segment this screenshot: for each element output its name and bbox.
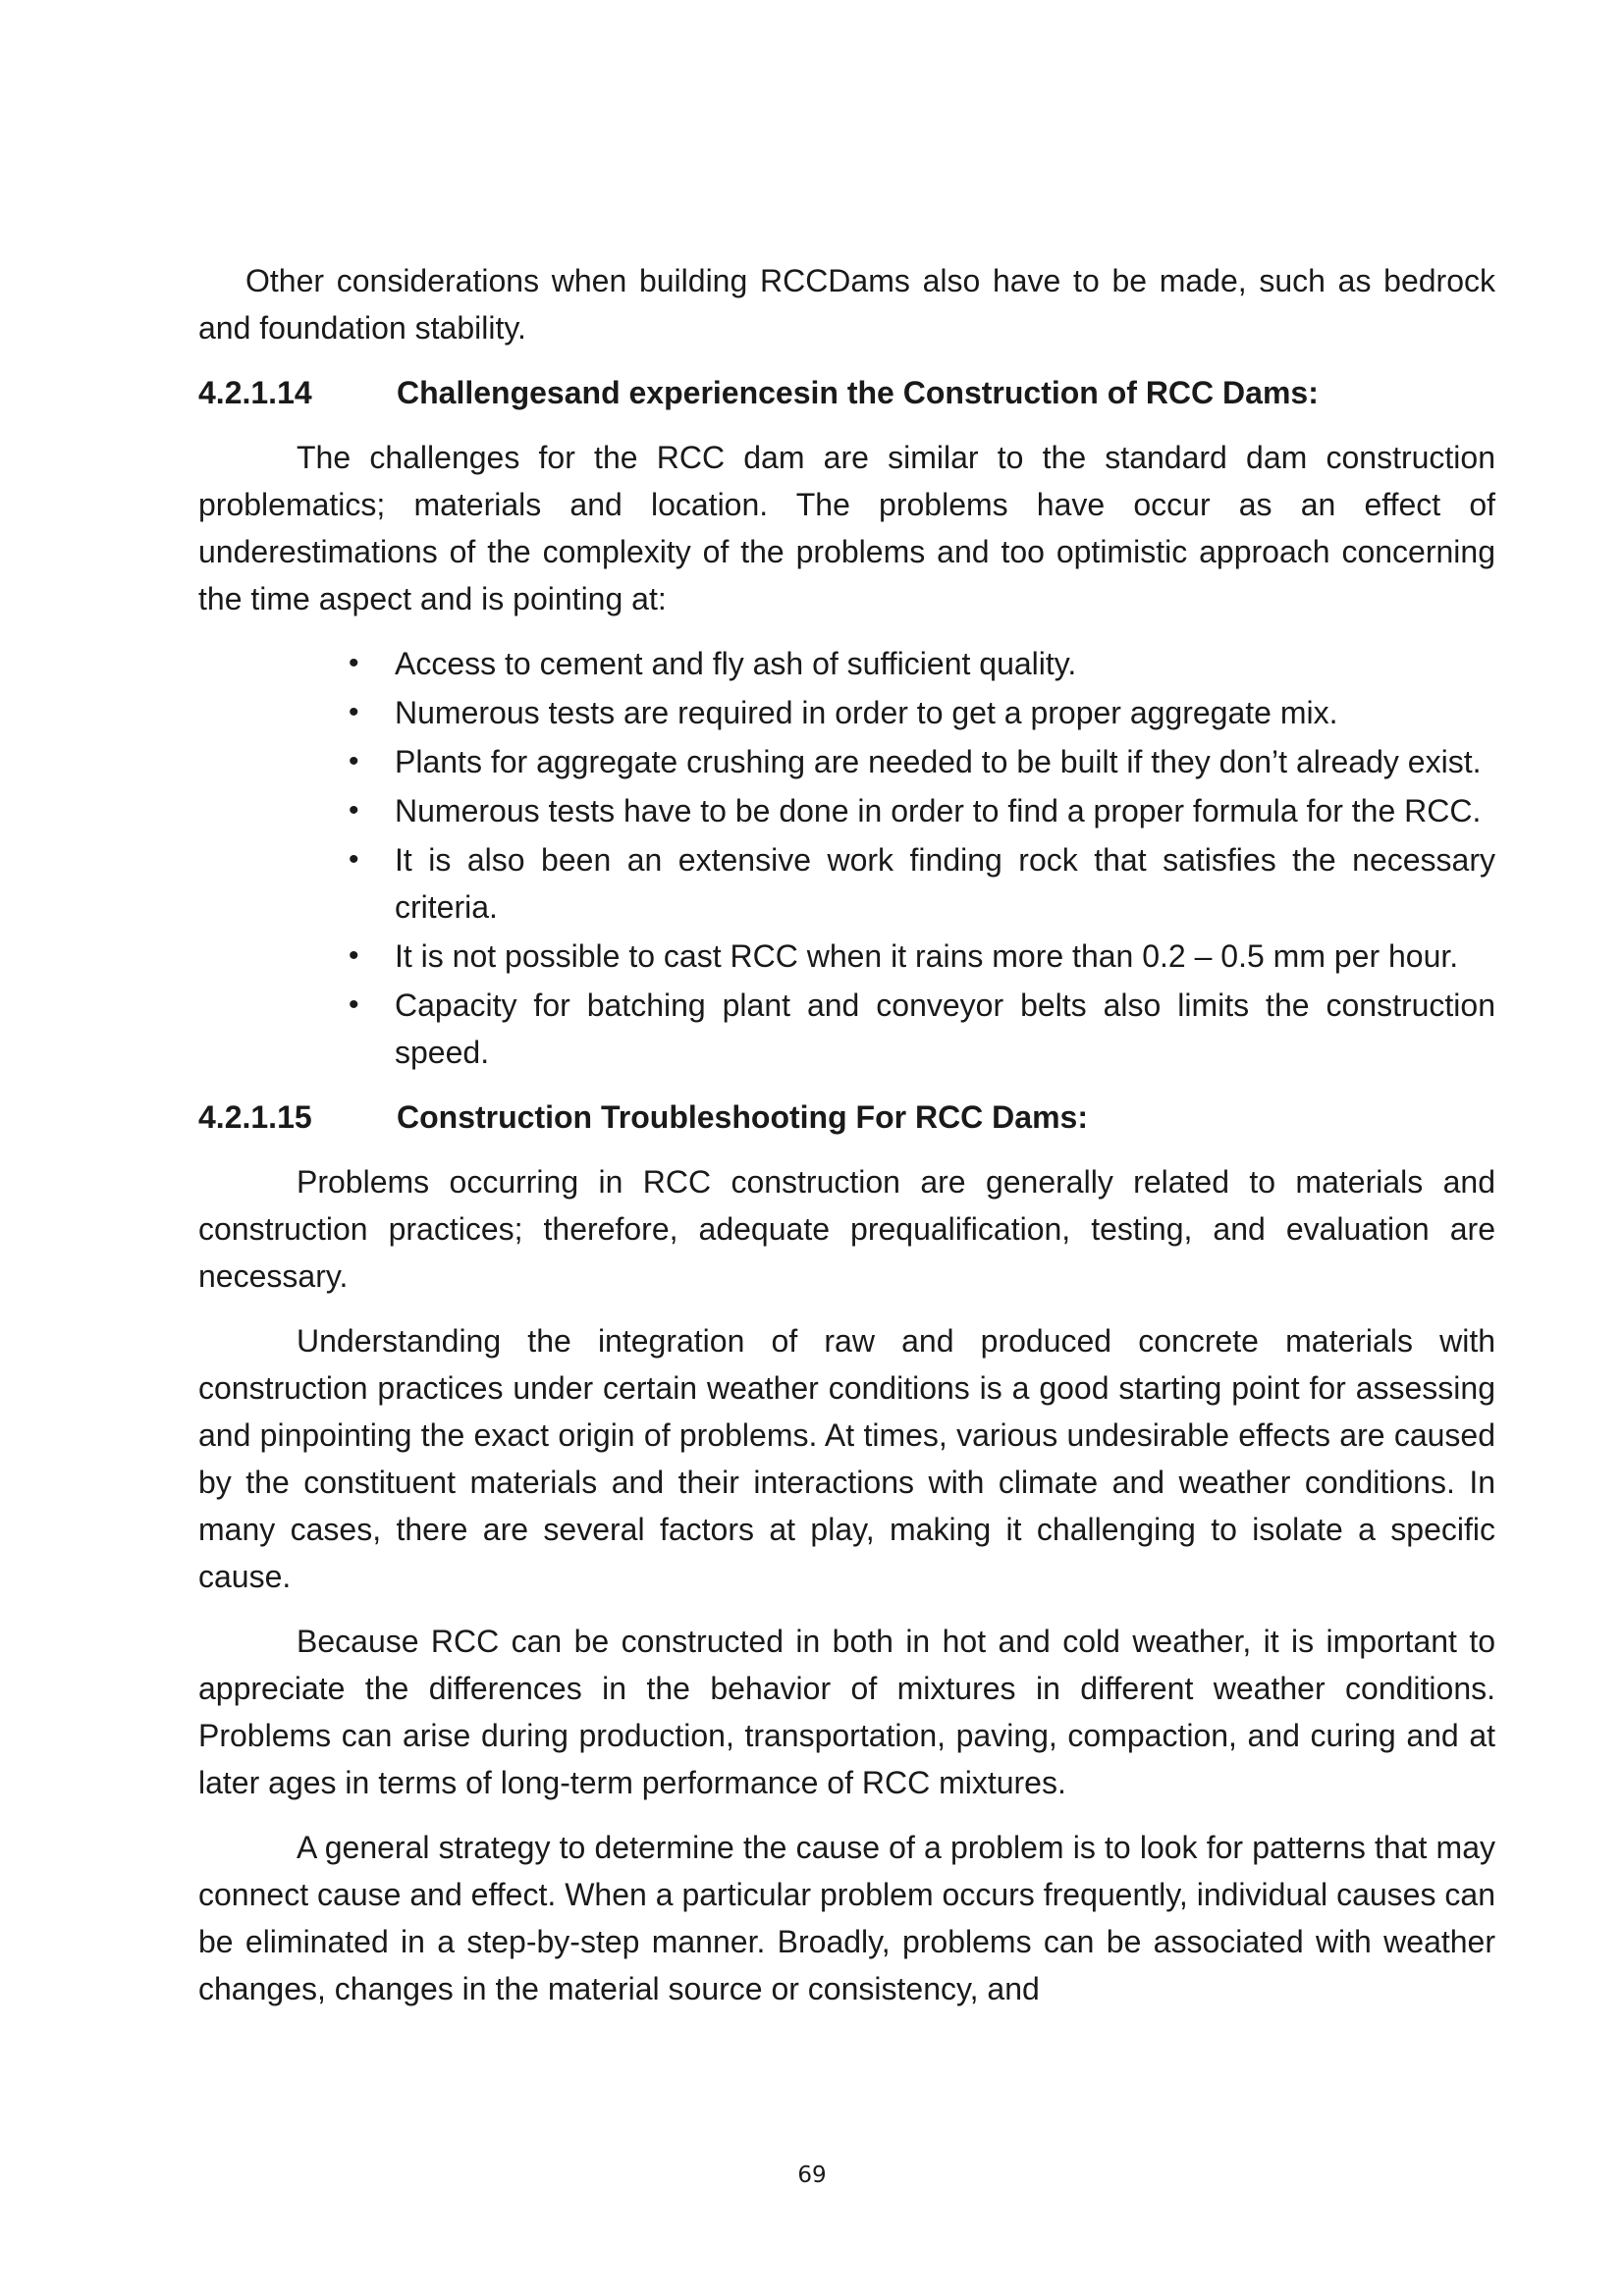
- intro-paragraph: Other considerations when building RCCDams also have to be made, such as bedrock and foundation stability.: [198, 263, 1495, 346]
- list-item-text: It is not possible to cast RCC when it rains more than 0.2 – 0.5 mm per hour.: [395, 938, 1459, 974]
- troubleshooting-paragraph-2: Understanding the integration of raw and produced concrete materials with construction practices under certain weather conditions is a good starting point for assessing and pinpointing the exact origin of problems. At times, various undesirable effects are caused by the constituent materials and their interactions with climate and weather conditions. In many cases, there are several factors at play, making it challenging to isolate a specific cause.: [198, 1323, 1495, 1594]
- challenges-paragraph: The challenges for the RCC dam are similar to the standard dam construction problematics; materials and location. The problems have occur as an effect of underestimations of the complexity of the problems and too optimistic approach concerning the time aspect and is pointing at:: [198, 440, 1495, 616]
- page-body: [198, 257, 1495, 2012]
- list-item: [349, 738, 1495, 785]
- list-item-text: Numerous tests have to be done in order to find a proper formula for the RCC.: [395, 793, 1482, 828]
- page-number: 69: [797, 2163, 827, 2188]
- list-item-text: Numerous tests are required in order to get a proper aggregate mix.: [395, 695, 1338, 730]
- list-item: [349, 836, 1495, 931]
- challenges-list: [198, 640, 1495, 1076]
- list-item-text: It is also been an extensive work finding rock that satisfies the necessary criteria.: [395, 842, 1495, 925]
- bullet-icon: •: [349, 794, 359, 827]
- bullet-icon: •: [349, 988, 359, 1021]
- list-item-text: Capacity for batching plant and conveyor belts also limits the construction speed.: [395, 988, 1495, 1070]
- list-item: [349, 787, 1495, 834]
- bullet-icon: •: [349, 843, 359, 876]
- bullet-icon: •: [349, 745, 359, 777]
- bullet-icon: •: [349, 696, 359, 728]
- section-number: 4.2.1.15: [198, 1099, 312, 1135]
- list-item: [349, 640, 1495, 687]
- section-title: Challengesand experiencesin the Construction of RCC Dams:: [397, 375, 1319, 410]
- troubleshooting-paragraph-4: A general strategy to determine the cause of a problem is to look for patterns that may connect cause and effect. When a particular problem occurs frequently, individual causes can be eliminated in a step-by-step manner. Broadly, problems can be associated with weather changes, changes in the material source or consistency, and: [198, 1830, 1495, 2006]
- list-item-text: Access to cement and fly ash of sufficient quality.: [395, 646, 1077, 681]
- troubleshooting-paragraph-1: Problems occurring in RCC construction are generally related to materials and construction practices; therefore, adequate prequalification, testing, and evaluation are necessary.: [198, 1164, 1495, 1294]
- list-item: [349, 933, 1495, 980]
- section-heading-4-2-1-15: [198, 1094, 1495, 1141]
- section-title: Construction Troubleshooting For RCC Dams:: [397, 1099, 1088, 1135]
- list-item-text: Plants for aggregate crushing are needed to be built if they don’t already exist.: [395, 744, 1482, 779]
- section-number: 4.2.1.14: [198, 375, 312, 410]
- bullet-icon: •: [349, 939, 359, 972]
- list-item: [349, 689, 1495, 736]
- troubleshooting-paragraph-3: Because RCC can be constructed in both in hot and cold weather, it is important to appreciate the differences in the behavior of mixtures in different weather conditions. Problems can arise during production, transportation, paving, compaction, and curing and at later ages in terms of long-term performance of RCC mixtures.: [198, 1624, 1495, 1800]
- section-heading-4-2-1-14: [198, 369, 1495, 416]
- list-item: [349, 982, 1495, 1076]
- bullet-icon: •: [349, 647, 359, 679]
